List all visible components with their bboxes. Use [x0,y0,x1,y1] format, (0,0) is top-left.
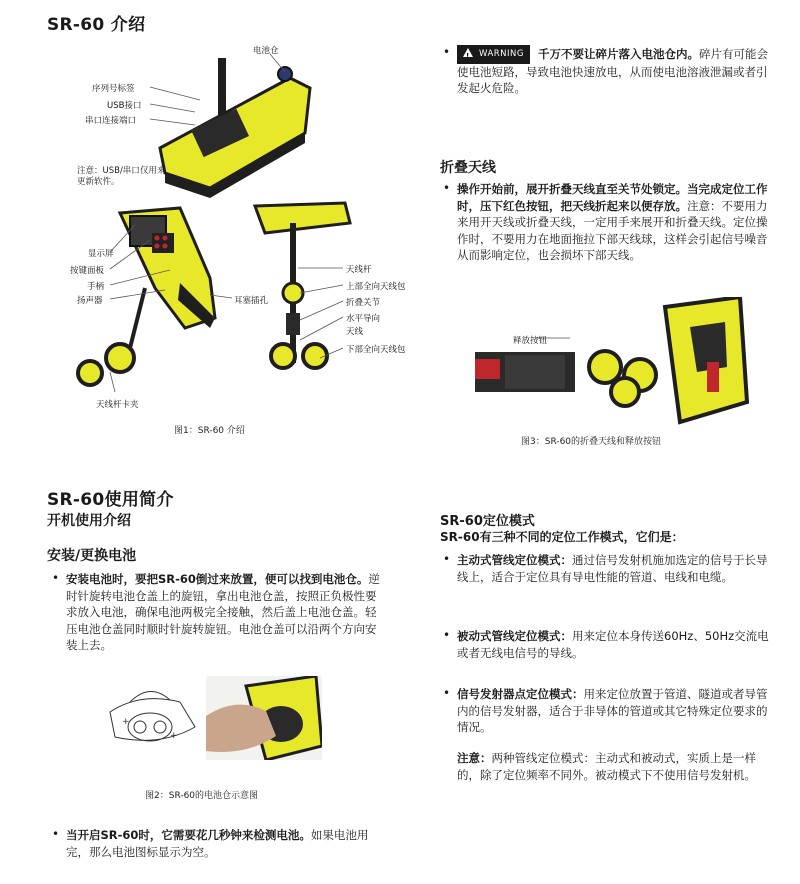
keypad-label: 按键面板 [70,266,105,276]
install-text: 逆时针旋转电池仓盖上的旋钮，拿出电池仓盖，按照正负极性要求放入电池，确保电池两极完全接触，然后盖上电池仓盖。轻压电池仓盖同时顺时针旋转旋钮。电池仓盖可以沿两个方向安装上去。 [66,572,380,652]
bullet: • [443,628,451,642]
passive-mode-paragraph [457,628,775,661]
note-text: 两种管线定位模式：主动式和被动式，实质上是一样的，除了定位频率不同外。被动模式下不使用信号发射机。 [457,751,756,782]
power-text: 如果电池用完，那么电池图标显示为空。 [66,828,369,859]
usb-port-label: USB接口 [107,101,142,111]
install-battery-title: 安装/更换电池 [47,548,137,564]
warning-badge-text: WARNING [479,49,524,59]
serial-label-label: 序列号标签 [92,84,135,94]
usb-note: 注意：USB/串口仅用来更新软件。 [77,166,166,187]
bullet: • [443,552,451,566]
active-bold: 主动式管线定位模式： [457,553,572,567]
note-bold: 注意： [457,751,492,765]
active-mode-paragraph [457,552,775,585]
upper-antenna-label: 上部全向天线包 [346,282,406,292]
lower-antenna-label: 下部全向天线包 [346,345,406,355]
sonde-text: 用来定位放置于管道、隧道或者导管内的信号发射器，适合于非导体的管道或其它特殊定位要求的情况。 [457,687,768,734]
battery-sketch [100,672,200,772]
mast-clip-label: 天线杆卡夹 [96,400,139,410]
install-bold: 安装电池时，要把SR-60倒过来放置，便可以找到电池仓。 [66,572,369,586]
mast-label: 天线杆 [346,265,372,275]
bullet: • [52,827,60,841]
battery-photo [206,676,322,760]
sonde-mode-paragraph [457,686,775,736]
passive-bold: 被动式管线定位模式： [457,629,572,643]
fold-joint-label: 折叠关节 [346,298,381,308]
active-text: 通过信号发射机施加选定的信号于长导线上，适合于定位具有导电性能的管道、电线和电缆。 [457,553,768,584]
warning-bold: 千万不要让碎片落入电池仓内。 [537,46,699,61]
horizontal-antenna-label-1: 水平导向 [346,314,381,324]
power-bold: 当开启SR-60时，它需要花几秒钟来检测电池。 [66,828,311,842]
power-on-paragraph [66,827,384,860]
horizontal-antenna-label-2: 天线 [346,327,364,337]
locate-modes-subtitle: SR-60有三种不同的定位工作模式，它们是： [440,530,684,544]
intro-title: SR-60 介绍 [47,15,146,35]
svg-text:+: + [170,731,178,741]
warning-text: 碎片有可能会使电池短路，导致电池快速放电，从而使电池溶液泄漏或者引发起火危险。 [457,46,768,95]
figure-3-photo [475,297,755,425]
earphone-jack-label: 耳塞插孔 [234,296,269,306]
bullet: • [443,181,451,195]
locate-modes-title: SR-60定位模式 [440,514,535,529]
battery-compartment-label: 电池仓 [253,46,279,56]
bullet: • [52,571,60,585]
handle-label: 手柄 [87,282,105,292]
install-battery-paragraph [66,571,384,654]
display-label: 显示屏 [88,249,114,259]
serial-port-label: 串口连接端口 [85,116,137,126]
figure-2-caption: 图2：SR-60的电池仓示意图 [145,791,259,801]
release-button-label: 释放按钮 [513,336,548,346]
svg-text:+: + [122,717,130,727]
fold-antenna-paragraph [457,181,775,264]
bullet: • [443,45,451,59]
warning-paragraph [457,45,775,97]
passive-text: 用来定位本身传送60Hz、50Hz交流电或者无线电信号的导线。 [457,629,769,660]
sonde-bold: 信号发射器点定位模式： [457,687,584,701]
fold-text: 注意：不要用力来用开天线或折叠天线，一定用手来展开和折叠天线。定位操作时，不要用力在地面拖拉下部天线球，这样会引起信号噪音从而影响定位，也会损坏下部天线。 [457,198,768,262]
startup-title: 开机使用介绍 [47,513,131,529]
warning-badge [457,45,530,64]
fold-antenna-title: 折叠天线 [440,160,496,176]
modes-note-paragraph [457,750,775,783]
fold-bold: 操作开始前，展开折叠天线直至关节处锁定。当完成定位工作时，压下红色按钮，把天线折起来以便存放。 [457,182,768,213]
figure-3-caption: 图3：SR-60的折叠天线和释放按钮 [521,437,662,447]
bullet: • [443,686,451,700]
warning-triangle-icon [463,48,473,57]
figure-1-caption: 图1：SR-60 介绍 [174,426,245,436]
usage-title: SR-60使用简介 [47,490,174,510]
speaker-label: 扬声器 [77,296,103,306]
